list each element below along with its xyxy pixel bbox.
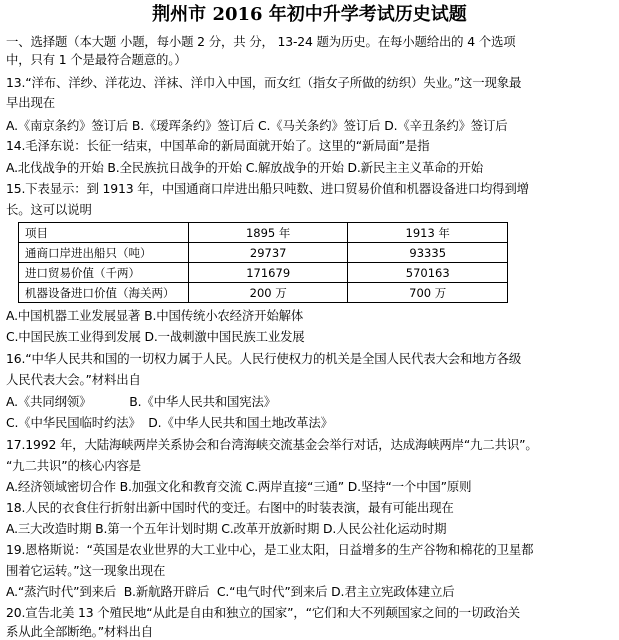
question-15-options: C.中国民族工业得到发展 D.一战刺激中国民族工业发展	[6, 329, 305, 344]
table-row	[19, 263, 508, 283]
text-line: “九二共识”的核心内容是	[6, 458, 141, 473]
table-header-cell: 项目	[19, 223, 189, 243]
table-header-cell: 1895 年	[188, 223, 348, 243]
question-13-options: A.《南京条约》签订后 B.《瑷珲条约》签订后 C.《马关条约》签订后 D.《辛丑条约》签订后	[6, 118, 508, 133]
question-16-options: A.《共同纲领》 B.《中华人民共和国宪法》	[6, 394, 277, 409]
table-cell: 93335	[348, 243, 508, 263]
text-line: 中，只有 1 个是最符合题意的。）	[6, 52, 187, 67]
table-cell: 171679	[188, 263, 348, 283]
text-line: 早出现在	[6, 95, 55, 110]
table-cell: 200 万	[188, 283, 348, 303]
question-15-options: A.中国机器工业发展显著 B.中国传统小农经济开始解体	[6, 308, 304, 323]
data-table	[18, 222, 508, 303]
text-line: 系从此全部断绝。”材料出自	[6, 624, 153, 639]
table-row	[19, 243, 508, 263]
table-cell: 通商口岸进出船只（吨）	[19, 243, 189, 263]
text-line: 人民代表大会。”材料出自	[6, 372, 141, 387]
table-row	[19, 283, 508, 303]
question-20: 20.宣告北美 13 个殖民地“从此是自由和独立的国家”，“它们和大不列颠国家之间的一切政治关	[6, 605, 521, 620]
question-14: 14.毛泽东说：长征一结束，中国革命的新局面就开始了。这里的“新局面”是指	[6, 138, 430, 153]
table-header-cell: 1913 年	[348, 223, 508, 243]
question-16-options: C.《中华民国临时约法》 D.《中华人民共和国土地改革法》	[6, 415, 333, 430]
question-18-options: A.三大改造时期 B.第一个五年计划时期 C.改革开放新时期 D.人民公社化运动时期	[6, 521, 447, 536]
table-cell: 机器设备进口价值（海关两）	[19, 283, 189, 303]
question-16: 16.“中华人民共和国的一切权力属于人民。人民行使权力的机关是全国人民代表大会和地方各级	[6, 351, 522, 366]
question-14-options: A.北伐战争的开始 B.全民族抗日战争的开始 C.解放战争的开始 D.新民主主义革命的开始	[6, 160, 484, 175]
text-line: 一、选择题（本大题 小题，每小题 2 分，共 分， 13-24 题为历史。在每小题给出的 4 个选项	[6, 34, 516, 49]
question-13: 13.“洋布、洋纱、洋花边、洋袜、洋巾入中国，而女红（指女子所做的纺织）失业。”这一现象最	[6, 75, 522, 90]
question-18: 18.人民的衣食住行折射出新中国时代的变迁。右图中的时装表演，最有可能出现在	[6, 500, 454, 515]
question-15: 15.下表显示：到 1913 年，中国通商口岸进出船只吨数、进口贸易价值和机器设备进口均得到增	[6, 181, 529, 196]
table-cell: 进口贸易价值（千两）	[19, 263, 189, 283]
question-19: 19.恩格斯说：“英国是农业世界的大工业中心，是工业太阳，日益增多的生产谷物和棉花的卫星都	[6, 542, 534, 557]
text-line: 围着它运转。”这一现象出现在	[6, 563, 166, 578]
table-header-row	[19, 223, 508, 243]
question-19-options: A.“蒸汽时代”到来后 B.新航路开辟后 C.“电气时代”到来后 D.君主立宪政体建立后	[6, 584, 455, 599]
text-line: 长。这可以说明	[6, 202, 92, 217]
table-cell: 29737	[188, 243, 348, 263]
table-cell: 570163	[348, 263, 508, 283]
question-17: 17.1992 年，大陆海峡两岸关系协会和台湾海峡交流基金会举行对话，达成海峡两岸“九二共识”。	[6, 437, 538, 452]
table-cell: 700 万	[348, 283, 508, 303]
page-title: 荆州市 2016 年初中升学考试历史试题	[152, 4, 467, 25]
question-17-options: A.经济领域密切合作 B.加强文化和教育交流 C.两岸直接“三通” D.坚持“一个中国”原则	[6, 479, 472, 494]
